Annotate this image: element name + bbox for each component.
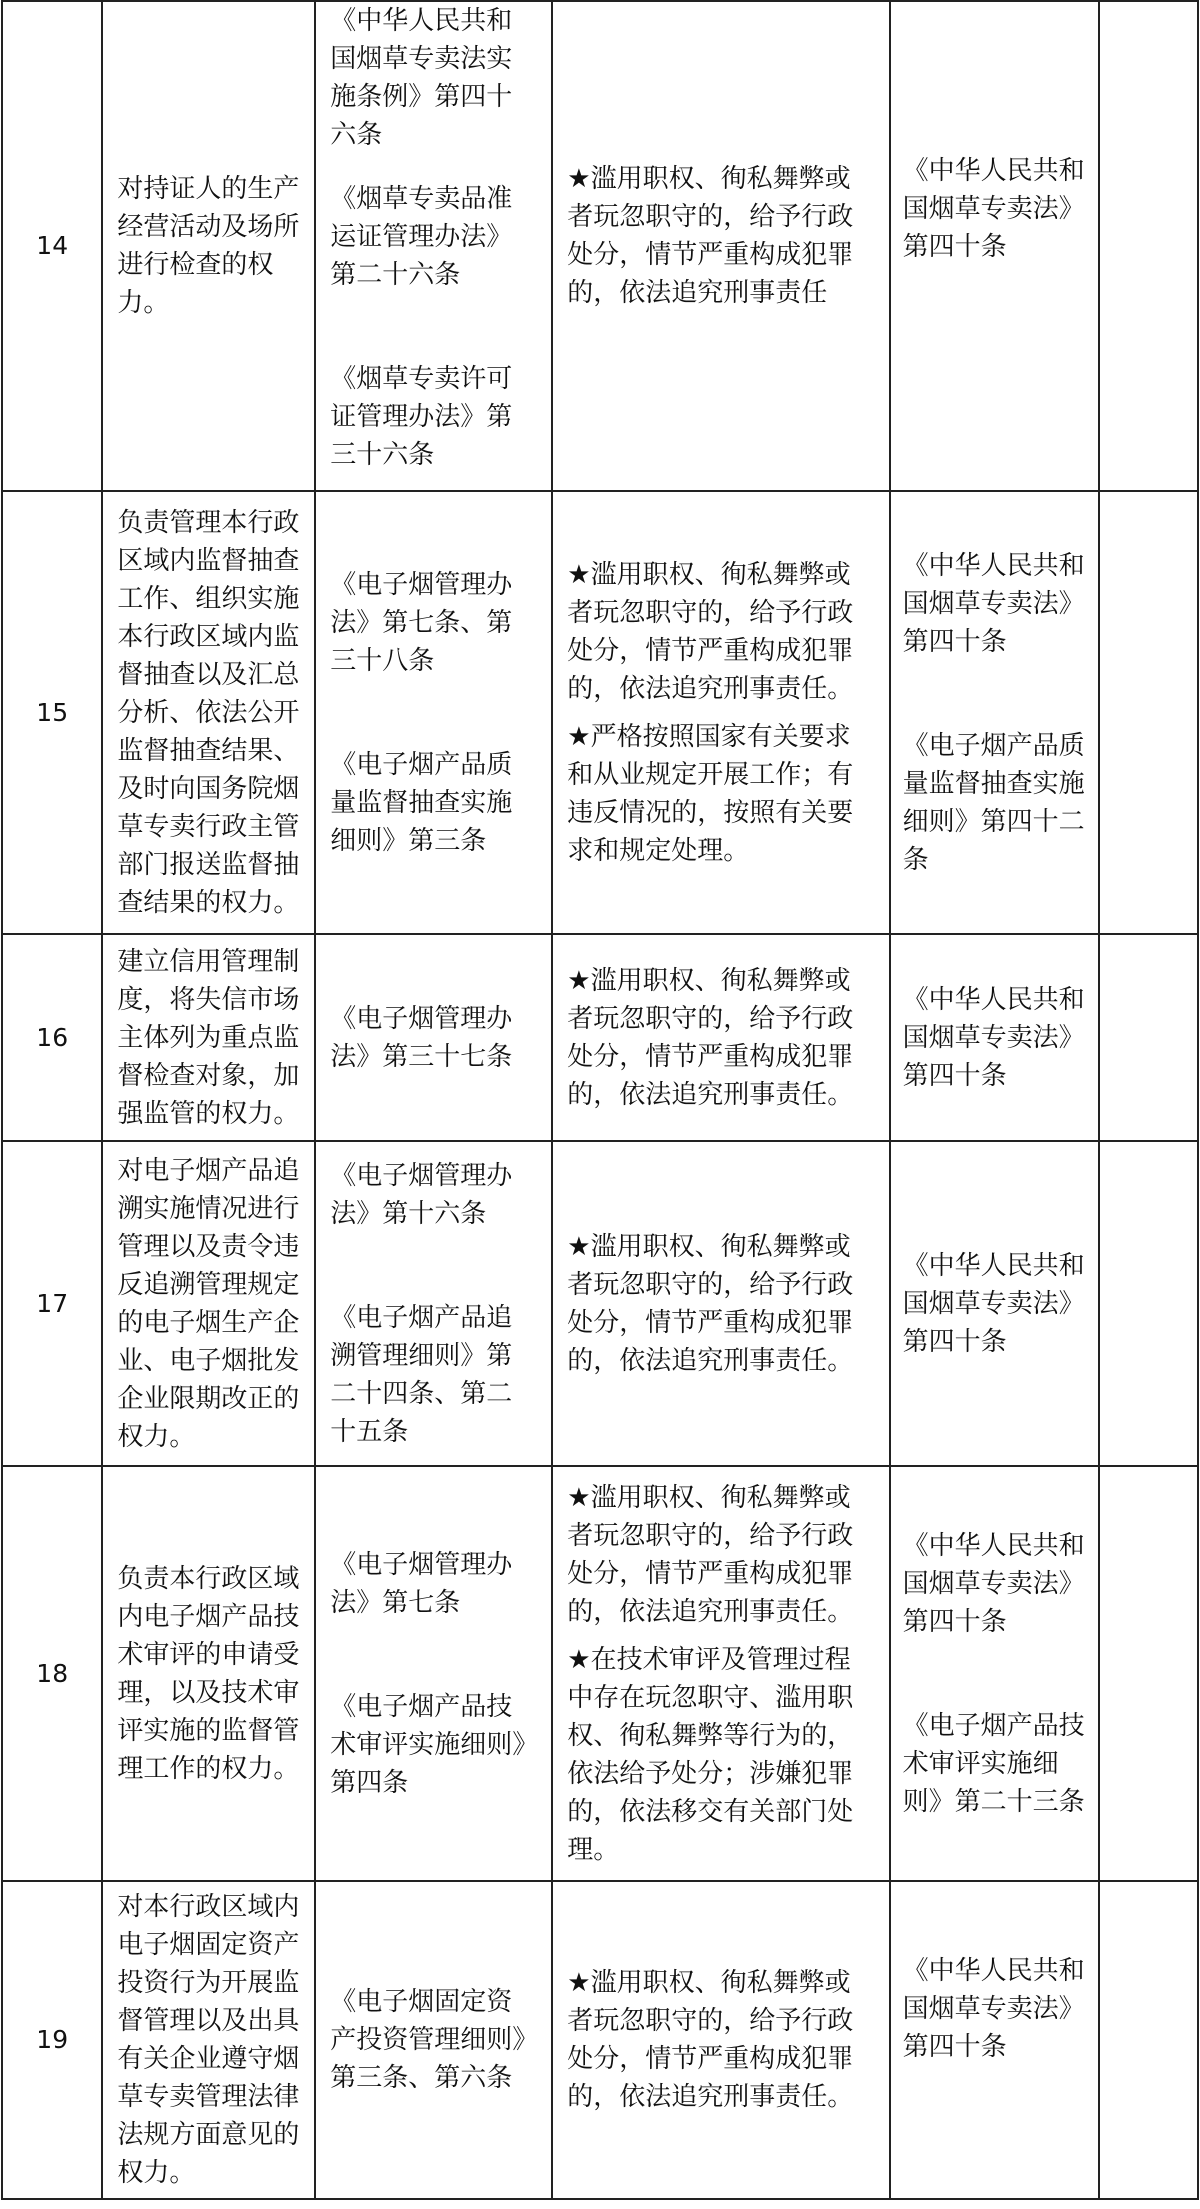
duty-description — [552, 934, 889, 1141]
row-number: 15 — [2, 491, 102, 934]
empty-cell — [1099, 1141, 1198, 1466]
row-number: 16 — [2, 934, 102, 1141]
empty-cell — [1099, 491, 1198, 934]
legal-basis-item: 《电子烟产品技术审评实施细则》第四条 — [330, 1691, 526, 1798]
spacer — [330, 154, 537, 180]
legal-basis-item: 《电子烟产品追溯管理细则》第二十四条、第二十五条 — [330, 1302, 513, 1447]
duty-item: ★滥用职权、徇私舞弊或者玩忽职守的，给予行政处分，情节严重构成犯罪的，依法追究刑事责任。 — [567, 559, 854, 704]
legal-basis — [315, 1141, 552, 1466]
liability-law — [890, 934, 1099, 1141]
legal-basis — [315, 1, 552, 491]
liability-law-item: 《中华人民共和国烟草专卖法》第四十条 — [902, 550, 1085, 657]
spacer — [567, 708, 874, 718]
duty-description — [552, 491, 889, 934]
table-row — [2, 1141, 1198, 1466]
legal-basis-item: 《电子烟产品质量监督抽查实施细则》第三条 — [330, 749, 513, 856]
power-description: 负责本行政区域内电子烟产品技术审评的申请受理，以及技术审评实施的监督管理工作的权力。 — [102, 1466, 315, 1881]
row-number: 17 — [2, 1141, 102, 1466]
table-row — [2, 934, 1198, 1141]
row-number: 19 — [2, 1881, 102, 2199]
empty-cell — [1099, 1466, 1198, 1881]
legal-basis-item: 《电子烟管理办法》第七条、第三十八条 — [330, 569, 513, 676]
power-duty-table — [1, 0, 1199, 2200]
power-description: 对电子烟产品追溯实施情况进行管理以及责令违反追溯管理规定的电子烟生产企业、电子烟批发企业限期改正的权力。 — [102, 1141, 315, 1466]
table-row — [2, 1, 1198, 491]
legal-basis-item: 《电子烟管理办法》第七条 — [330, 1549, 513, 1618]
liability-law — [890, 491, 1099, 934]
spacer — [903, 661, 1086, 727]
spacer — [330, 680, 537, 746]
duty-description — [552, 1466, 889, 1881]
liability-law-item: 《中华人民共和国烟草专卖法》第四十条 — [902, 1530, 1085, 1637]
legal-basis — [315, 1881, 552, 2199]
legal-basis — [315, 1466, 552, 1881]
table-row — [2, 1881, 1198, 2199]
row-number: 14 — [2, 1, 102, 491]
duty-item: ★滥用职权、徇私舞弊或者玩忽职守的，给予行政处分，情节严重构成犯罪的，依法追究刑事责任。 — [567, 1482, 854, 1627]
table-row — [2, 491, 1198, 934]
legal-basis-item: 《电子烟固定资产投资管理细则》第三条、第六条 — [330, 1987, 526, 2093]
duty-description — [552, 1881, 889, 2199]
duty-item: ★滥用职权、徇私舞弊或者玩忽职守的，给予行政处分，情节严重构成犯罪的，依法追究刑事责任 — [567, 164, 854, 308]
liability-law — [890, 1881, 1099, 2199]
legal-basis-item: 《电子烟管理办法》第三十七条 — [330, 1003, 513, 1072]
legal-basis — [315, 491, 552, 934]
row-number: 18 — [2, 1466, 102, 1881]
liability-law — [890, 1466, 1099, 1881]
legal-basis-item: 《烟草专卖品准运证管理办法》第二十六条 — [330, 184, 513, 290]
duty-item: ★在技术审评及管理过程中存在玩忽职守、滥用职权、徇私舞弊等行为的，依法给予处分；涉嫌犯罪的，依法移交有关部门处理。 — [567, 1644, 854, 1865]
duty-item: ★滥用职权、徇私舞弊或者玩忽职守的，给予行政处分，情节严重构成犯罪的，依法追究刑事责任。 — [567, 1968, 854, 2112]
duty-description — [552, 1, 889, 491]
liability-law-item: 《电子烟产品技术审评实施细则》第二十三条 — [902, 1710, 1085, 1817]
liability-law — [890, 1141, 1099, 1466]
duty-description — [552, 1141, 889, 1466]
liability-law — [890, 1, 1099, 491]
empty-cell — [1099, 934, 1198, 1141]
spacer — [330, 1622, 537, 1688]
spacer — [567, 1631, 874, 1641]
power-description: 负责管理本行政区域内监督抽查工作、组织实施本行政区域内监督抽查以及汇总分析、依法公开监督抽查结果、及时向国务院烟草专卖行政主管部门报送监督抽查结果的权力。 — [102, 491, 315, 934]
legal-basis — [315, 934, 552, 1141]
duty-item: ★严格按照国家有关要求和从业规定开展工作；有违反情况的，按照有关要求和规定处理。 — [567, 721, 854, 866]
power-description: 对持证人的生产经营活动及场所进行检查的权力。 — [102, 1, 315, 491]
spacer — [330, 1233, 537, 1299]
duty-item: ★滥用职权、徇私舞弊或者玩忽职守的，给予行政处分，情节严重构成犯罪的，依法追究刑事责任。 — [567, 1231, 854, 1376]
table-row — [2, 1466, 1198, 1881]
liability-law-item: 《中华人民共和国烟草专卖法》第四十条 — [902, 156, 1085, 262]
empty-cell — [1099, 1881, 1198, 2199]
liability-law-item: 《中华人民共和国烟草专卖法》第四十条 — [902, 1956, 1085, 2062]
spacer — [903, 1641, 1086, 1707]
power-description: 建立信用管理制度，将失信市场主体列为重点监督检查对象，加强监管的权力。 — [102, 934, 315, 1141]
legal-basis-item: 《烟草专卖许可证管理办法》第三十六条 — [330, 364, 513, 470]
legal-basis-item: 《电子烟管理办法》第十六条 — [330, 1160, 513, 1229]
duty-item: ★滥用职权、徇私舞弊或者玩忽职守的，给予行政处分，情节严重构成犯罪的，依法追究刑事责任。 — [567, 965, 854, 1110]
power-description: 对本行政区域内电子烟固定资产投资行为开展监督管理以及出具有关企业遵守烟草专卖管理法律法规方面意见的权力。 — [102, 1881, 315, 2199]
legal-basis-item: 《中华人民共和国烟草专卖法实施条例》第四十六条 — [330, 6, 513, 150]
liability-law-item: 《电子烟产品质量监督抽查实施细则》第四十二条 — [902, 730, 1085, 875]
spacer — [330, 294, 537, 360]
liability-law-item: 《中华人民共和国烟草专卖法》第四十条 — [902, 1250, 1085, 1357]
liability-law-item: 《中华人民共和国烟草专卖法》第四十条 — [902, 984, 1085, 1091]
empty-cell — [1099, 1, 1198, 491]
